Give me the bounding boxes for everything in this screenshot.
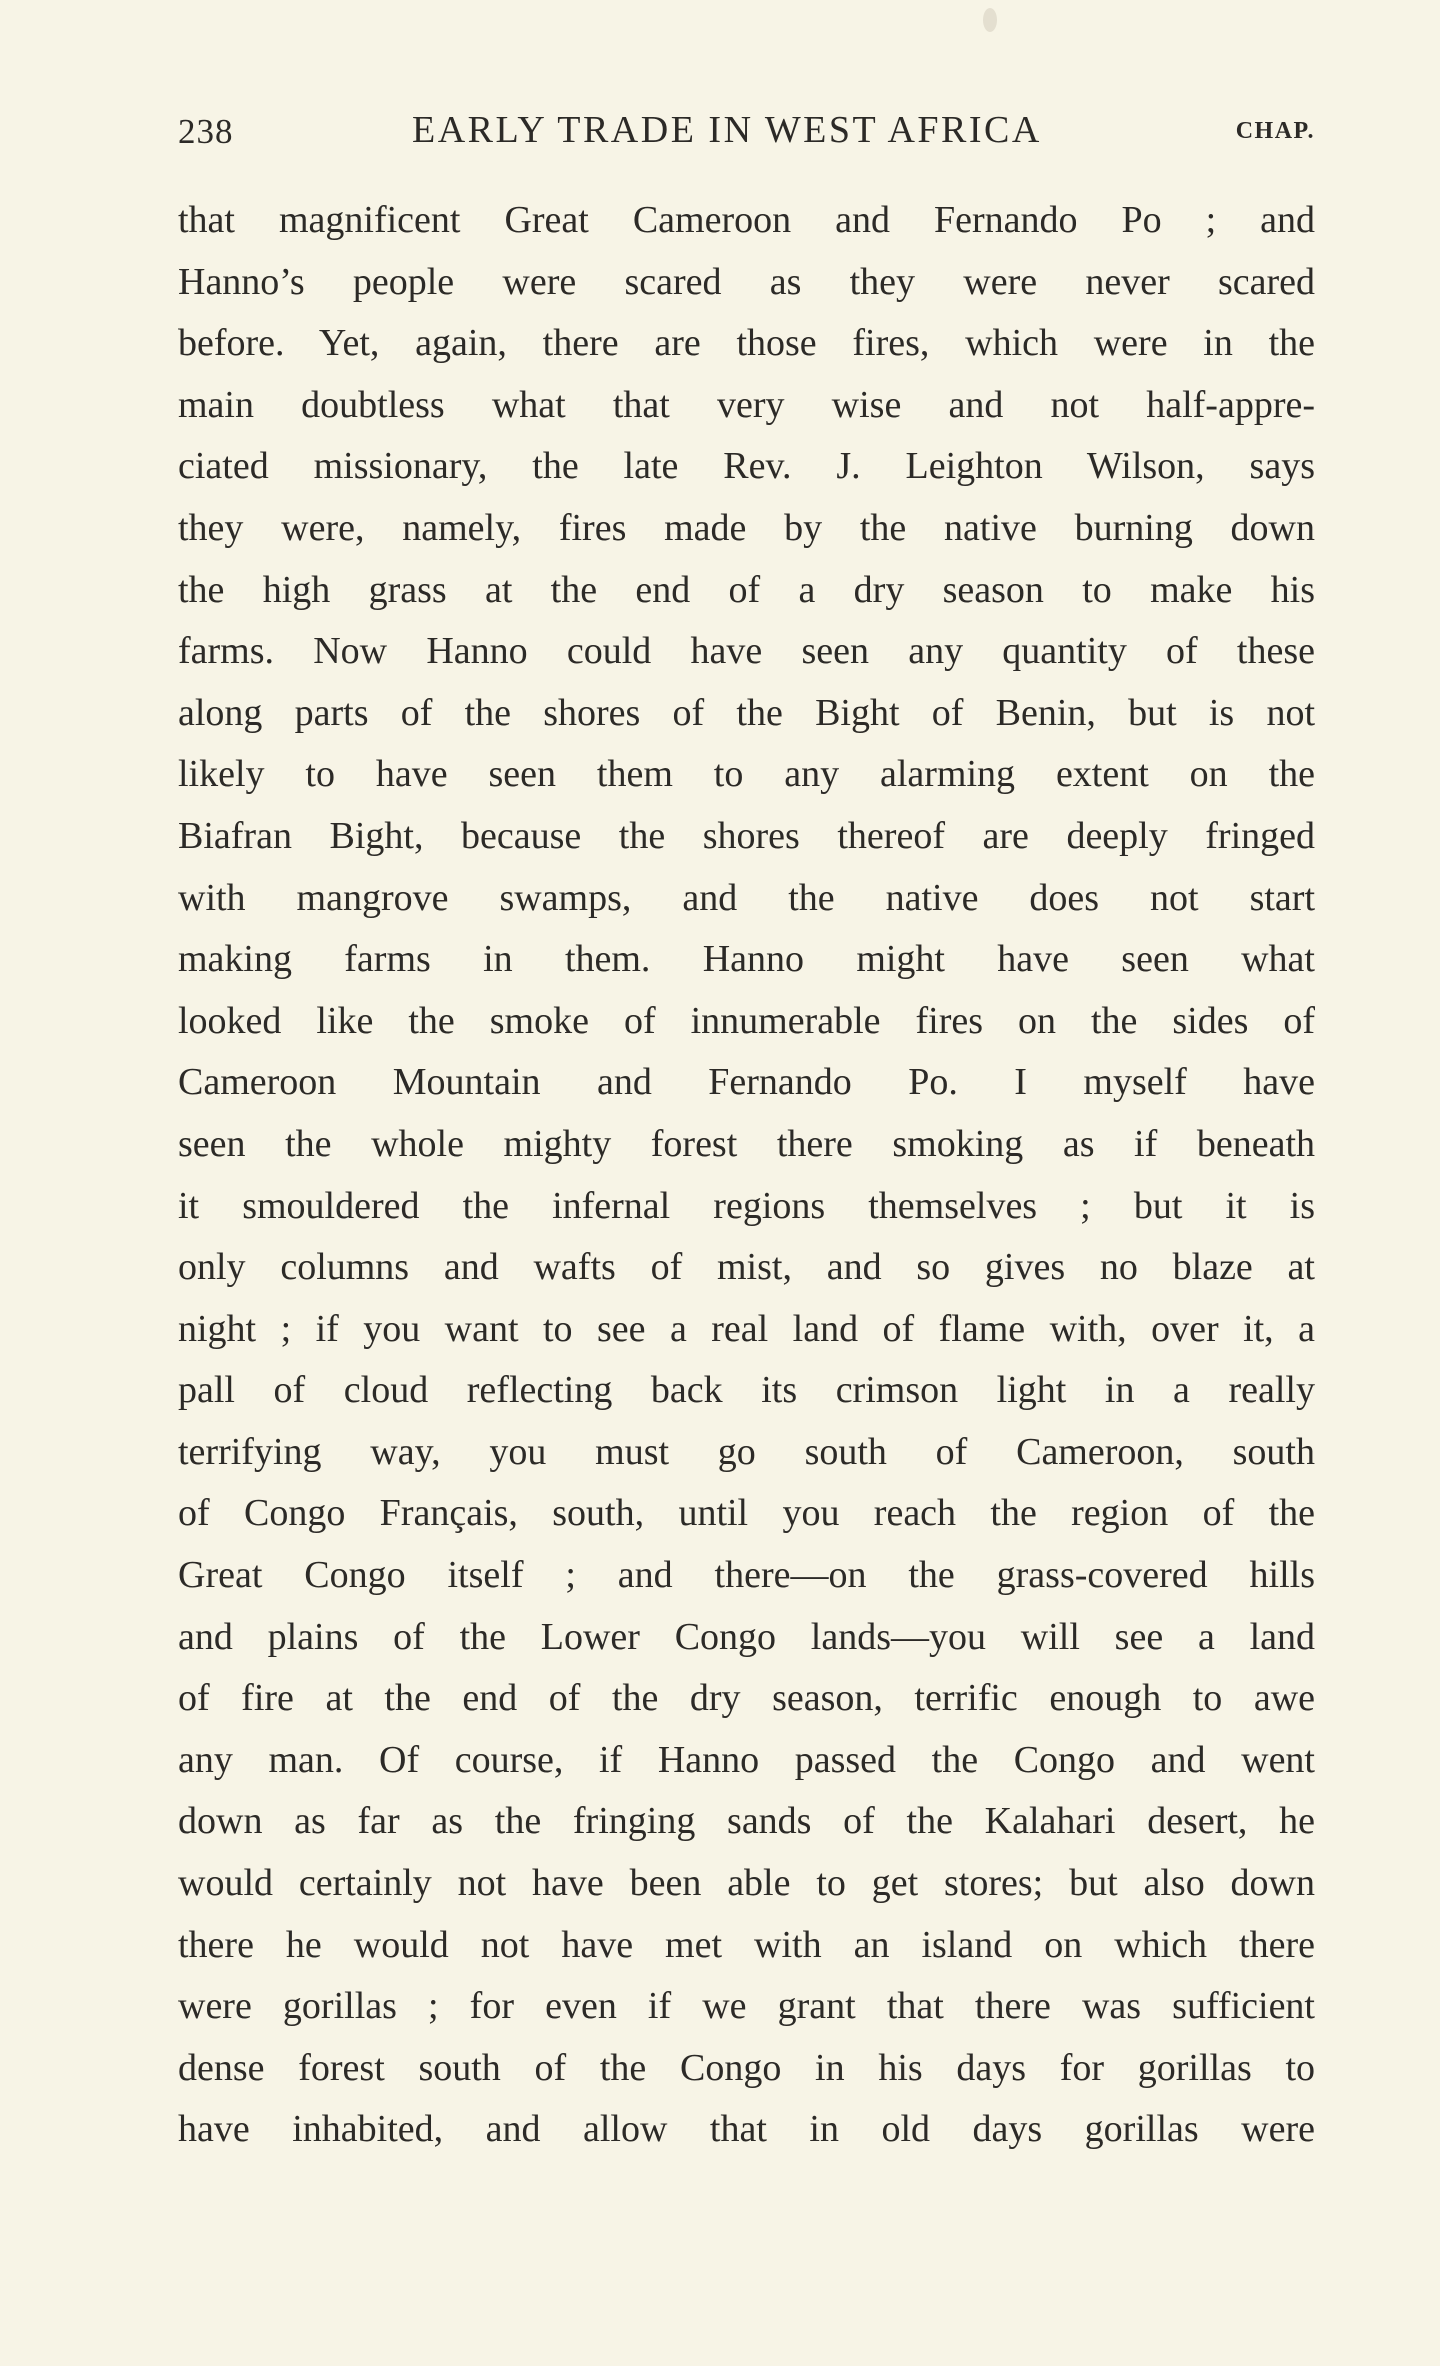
text-line: along parts of the shores of the Bight of Benin, but is not <box>178 691 1315 734</box>
text-line: Cameroon Mountain and Fernando Po. I myself have <box>178 1061 1315 1104</box>
text-line: and plains of the Lower Congo lands—you will see a land <box>178 1615 1315 1658</box>
paper-blemish <box>983 8 997 32</box>
text-line: making farms in them. Hanno might have seen what <box>178 938 1315 981</box>
text-line: they were, namely, fires made by the native burning down <box>178 506 1315 549</box>
text-line: it smouldered the infernal regions themselves ; but it is <box>178 1184 1315 1227</box>
text-line: Hanno’s people were scared as they were never scared <box>178 260 1315 303</box>
text-line: were gorillas ; for even if we grant that there was sufficient <box>178 1985 1315 2028</box>
page-number: 238 <box>178 112 234 151</box>
text-line: of fire at the end of the dry season, terrific enough to awe <box>178 1677 1315 1720</box>
text-line: looked like the smoke of innumerable fires on the sides of <box>178 999 1315 1042</box>
body-text <box>178 190 1315 2161</box>
text-line: only columns and wafts of mist, and so gives no blaze at <box>178 1246 1315 1289</box>
text-line: with mangrove swamps, and the native does not start <box>178 876 1315 919</box>
text-line: have inhabited, and allow that in old days gorillas were <box>178 2108 1315 2151</box>
text-line: any man. Of course, if Hanno passed the Congo and went <box>178 1738 1315 1781</box>
text-line: that magnificent Great Cameroon and Fernando Po ; and <box>178 199 1315 241</box>
text-line: main doubtless what that very wise and not half-appre- <box>178 383 1315 426</box>
text-line: seen the whole mighty forest there smoking as if beneath <box>178 1122 1315 1165</box>
text-line: the high grass at the end of a dry season to make his <box>178 568 1315 611</box>
text-line: terrifying way, you must go south of Cameroon, south <box>178 1430 1315 1473</box>
text-line: of Congo Français, south, until you reach the region of the <box>178 1492 1315 1535</box>
text-line: ciated missionary, the late Rev. J. Leighton Wilson, says <box>178 445 1315 488</box>
text-line: night ; if you want to see a real land of flame with, over it, a <box>178 1307 1315 1350</box>
text-line: Great Congo itself ; and there—on the grass-covered hills <box>178 1554 1315 1597</box>
chapter-label: CHAP. <box>1235 118 1315 144</box>
text-line: pall of cloud reflecting back its crimson light in a really <box>178 1369 1315 1412</box>
text-line: down as far as the fringing sands of the Kalahari desert, he <box>178 1800 1315 1843</box>
text-line: farms. Now Hanno could have seen any quantity of these <box>178 630 1315 673</box>
text-line: dense forest south of the Congo in his days for gorillas to <box>178 2046 1315 2089</box>
text-line: Biafran Bight, because the shores thereof are deeply fringed <box>178 814 1315 857</box>
text-line: would certainly not have been able to get stores; but also down <box>178 1862 1315 1905</box>
running-title: EARLY TRADE IN WEST AFRICA <box>412 109 1042 151</box>
text-line: there he would not have met with an island on which there <box>178 1923 1315 1966</box>
running-head <box>178 108 1315 158</box>
text-line: likely to have seen them to any alarming extent on the <box>178 753 1315 796</box>
text-line: before. Yet, again, there are those fires, which were in the <box>178 322 1315 365</box>
